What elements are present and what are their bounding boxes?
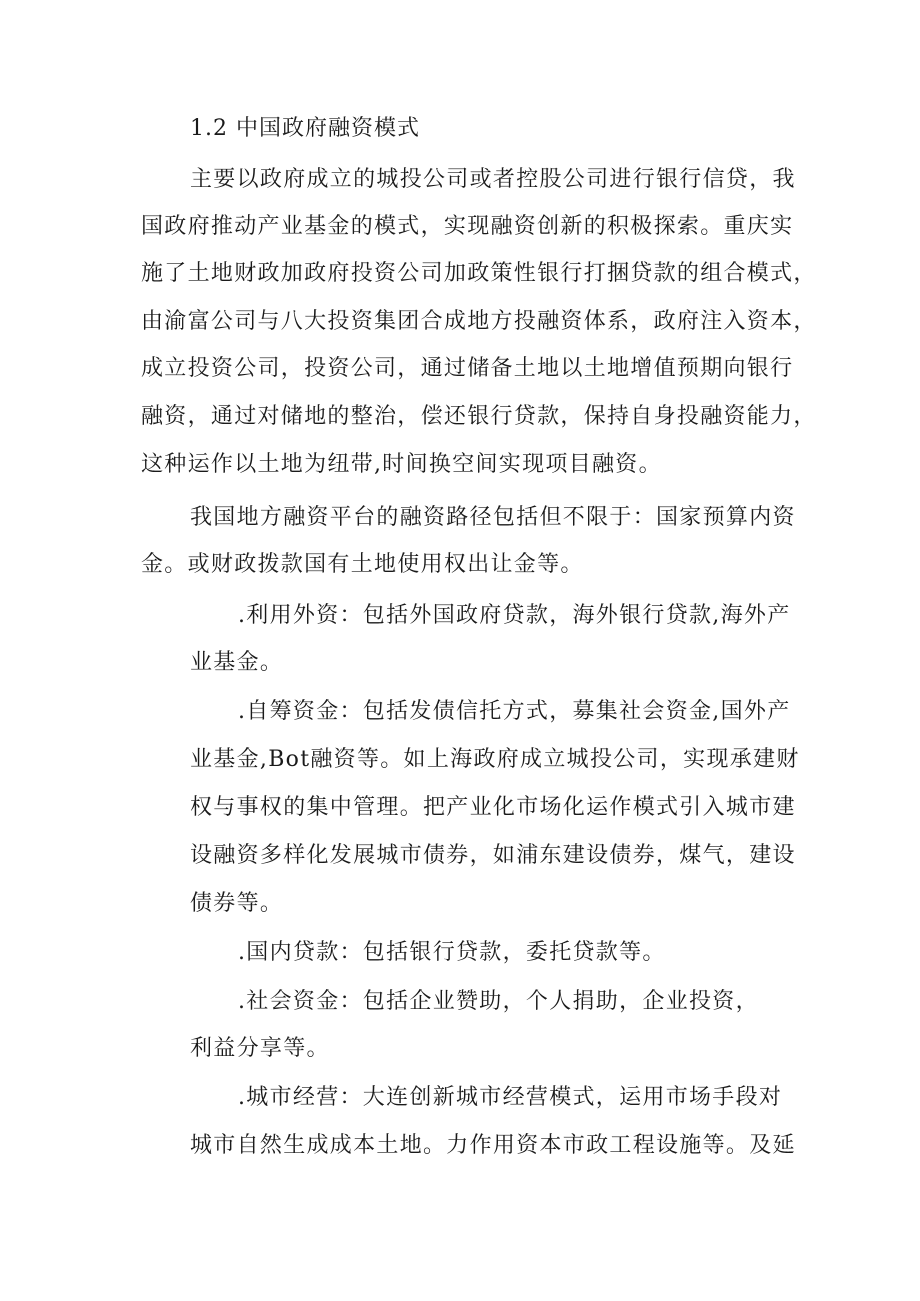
item-self-line-1: .自筹资金：包括发债信托方式，募集社会资金,国外产 [238,699,791,724]
item-self-line-5: 债券等。 [190,891,284,916]
paragraph-1-line-1: 主要以政府成立的城投公司或者控股公司进行银行信贷，我 [190,167,796,192]
item-foreign-line-2: 业基金。 [190,650,284,675]
paragraph-1-line-4: 由渝富公司与八大投资集团合成地方投融资体系，政府注入资本， [141,309,817,334]
section-heading: 1.2 中国政府融资模式 [190,116,420,141]
paragraph-1-line-2: 国政府推动产业基金的模式，实现融资创新的积极探索。重庆实 [141,214,794,239]
paragraph-1-line-3: 施了土地财政加政府投资公司加政策性银行打捆贷款的组合模式， [141,261,817,286]
item-self-line-2: 业基金,Bot融资等。如上海政府成立城投公司，实现承建财 [190,747,800,772]
paragraph-1-line-6: 融资，通过对储地的整治，偿还银行贷款，保持自身投融资能力， [141,404,817,429]
item-city-line-1: .城市经营：大连创新城市经营模式，运用市场手段对 [238,1085,783,1110]
paragraph-1-line-5: 成立投资公司，投资公司，通过储备土地以土地增值预期向银行 [141,356,794,381]
item-self-line-4: 设融资多样化发展城市债券，如浦东建设债券，煤气，建设 [190,843,796,868]
item-self-line-3: 权与事权的集中管理。把产业化市场化运作模式引入城市建 [190,795,796,820]
item-city-line-2: 城市自然生成成本土地。力作用资本市政工程设施等。及延 [190,1133,796,1158]
item-social-line-2: 利益分享等。 [190,1036,330,1061]
paragraph-2-line-2: 金。或财政拨款国有土地使用权出让金等。 [141,552,584,577]
item-foreign-line-1: .利用外资：包括外国政府贷款，海外银行贷款,海外产 [238,603,791,628]
item-social-line-1: .社会资金：包括企业赞助，个人捐助，企业投资， [238,989,759,1014]
paragraph-2-line-1: 我国地方融资平台的融资路径包括但不限于：国家预算内资 [190,505,796,530]
paragraph-1-line-7: 这种运作以土地为纽带,时间换空间实现项目融资。 [141,452,662,477]
item-domestic-line-1: .国内贷款：包括银行贷款，委托贷款等。 [238,940,666,965]
